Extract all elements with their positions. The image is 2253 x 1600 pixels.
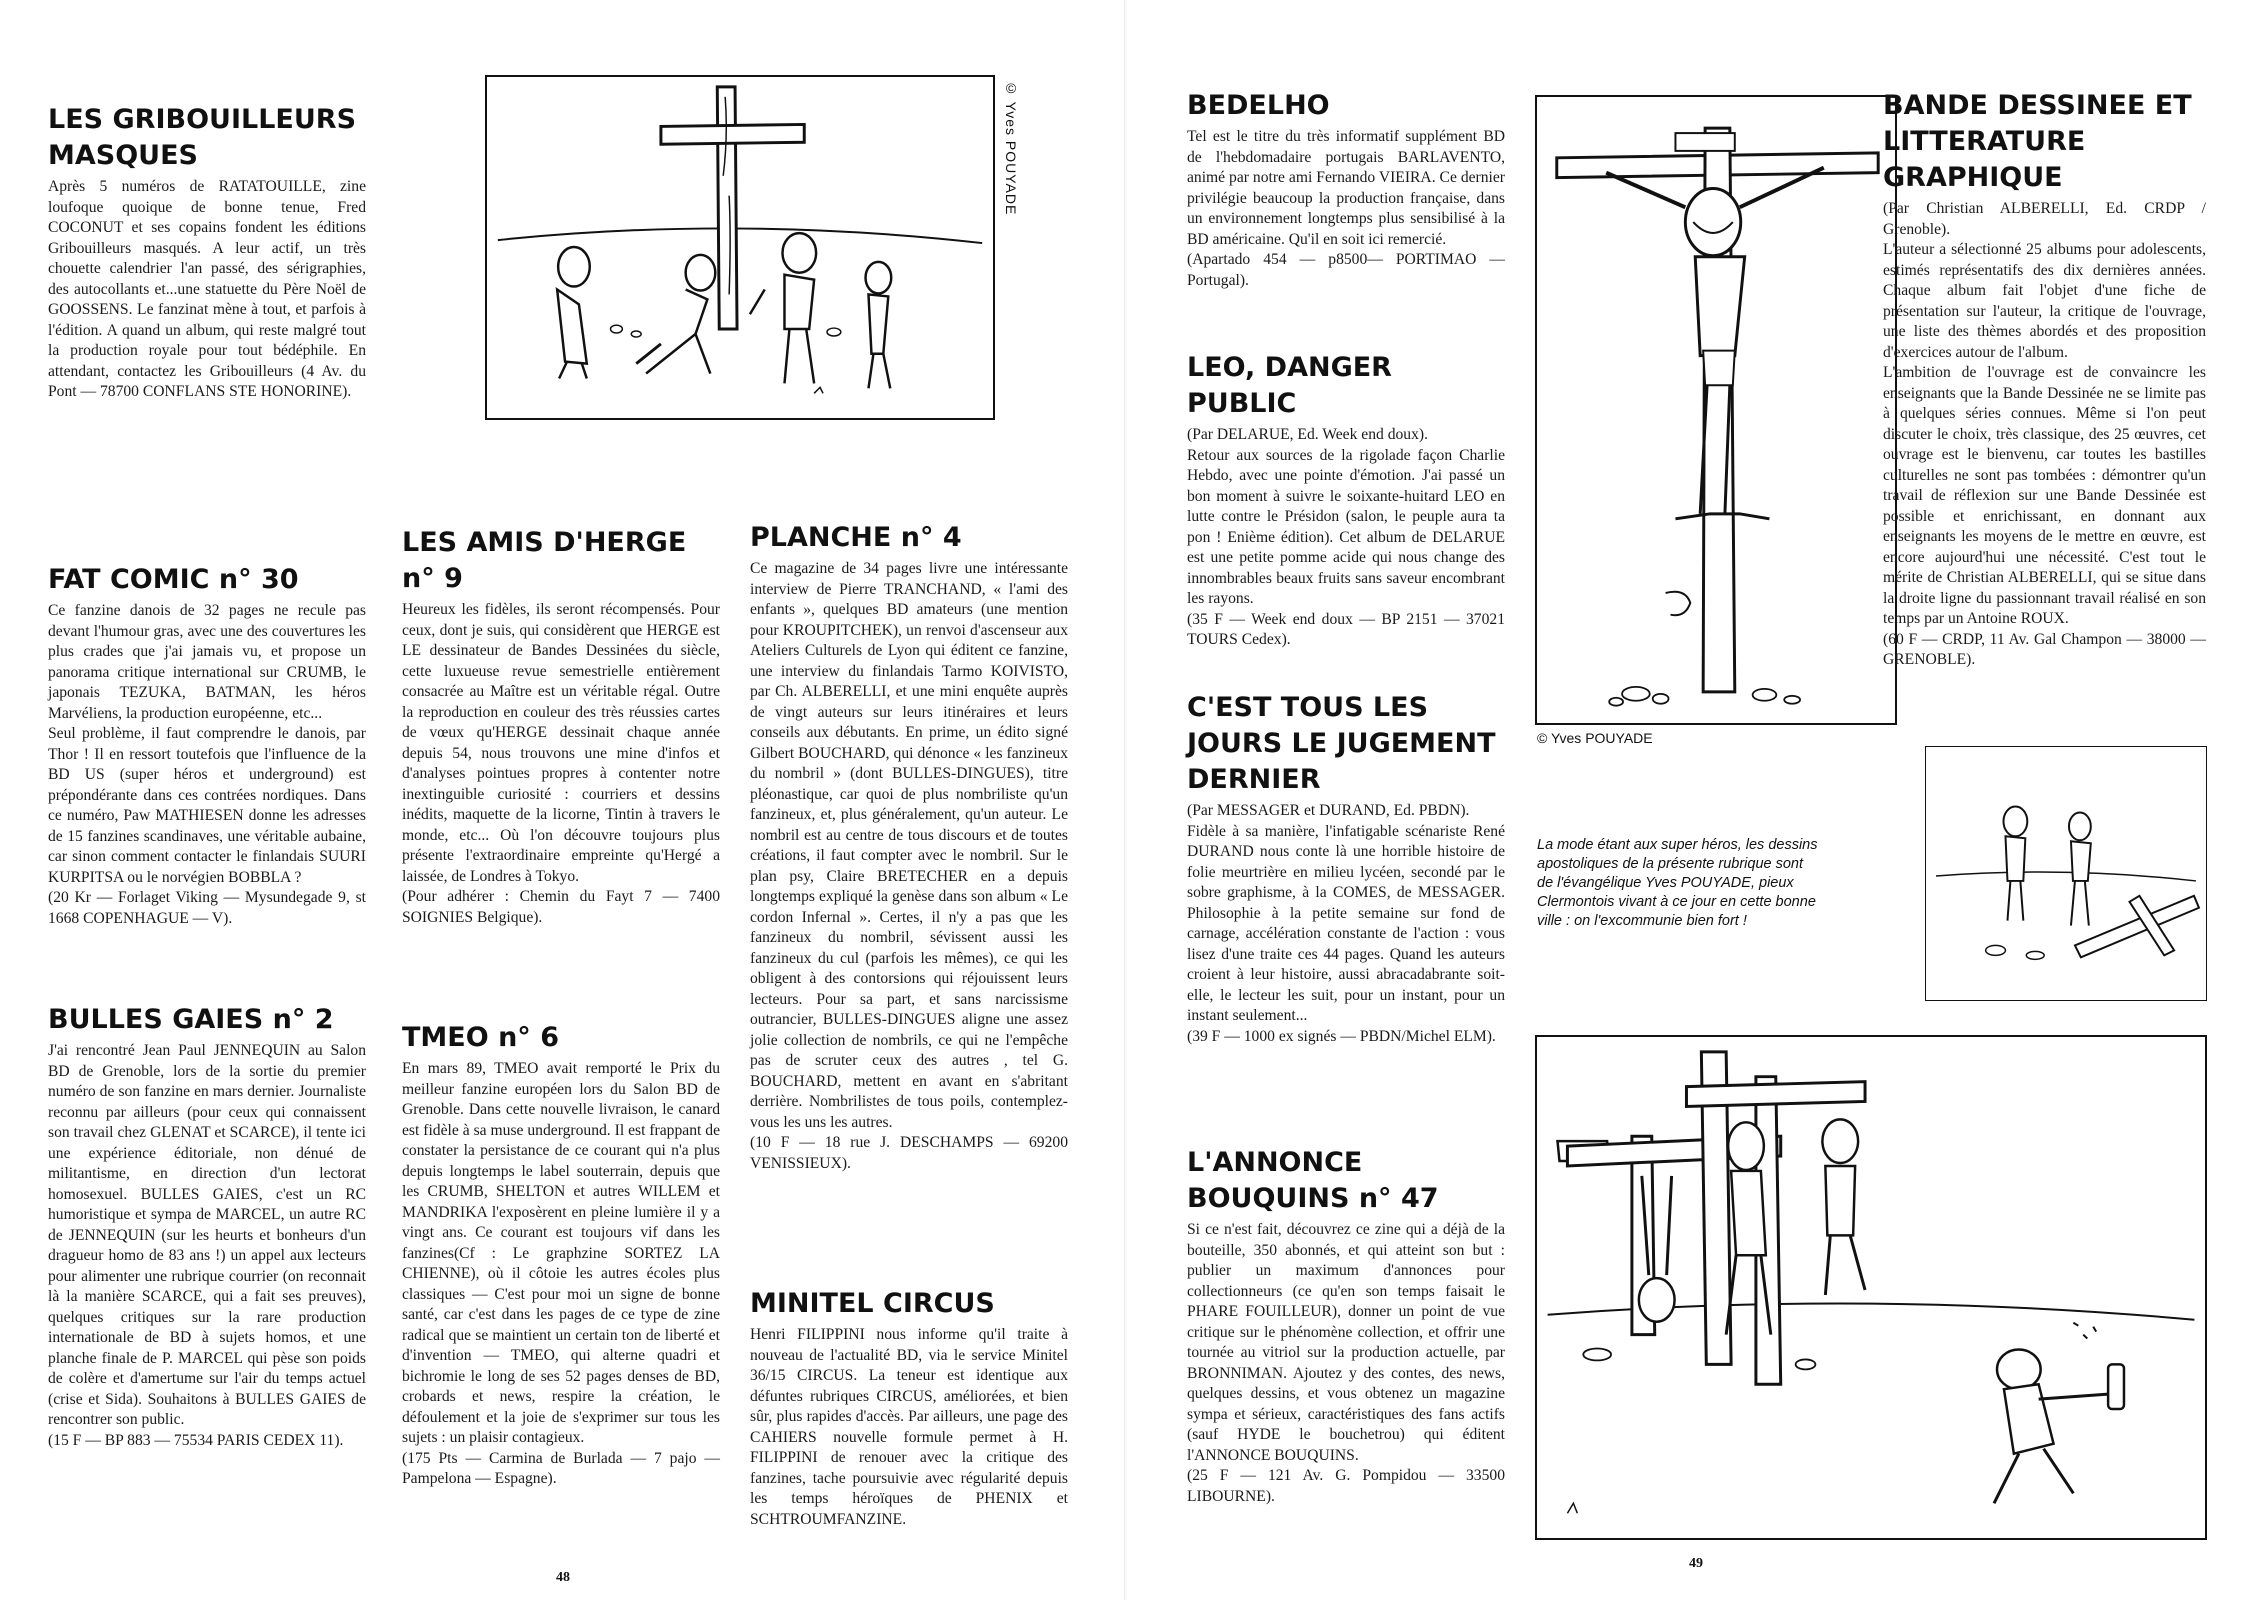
right-page xyxy=(1127,0,2253,1600)
article-bulles-gaies xyxy=(48,1002,366,1451)
illustration-cross-scene xyxy=(485,75,995,420)
article-source: (10 F — 18 rue J. DESCHAMPS — 69200 VENISSIEUX). xyxy=(750,1134,1068,1172)
article-gribouilleurs xyxy=(48,102,366,403)
cartoon-fallen-cross xyxy=(1926,747,2206,1000)
article-text: Ce fanzine danois de 32 pages ne recule pas devant l'humour gras, avec une des couvertures les plus crades que j'ai jamais vu, et propose un panorama critique international sur CRUMB, le japonais TEZUKA, BATMAN, les héros Marvéliens, la production européenne, etc... xyxy=(48,602,366,722)
article-title: BULLES GAIES n° 2 xyxy=(48,1004,334,1035)
photo-credit-vertical: © Yves POUYADE xyxy=(1003,80,1019,216)
article-intro: (Par MESSAGER et DURAND, Ed. PBDN). xyxy=(1187,802,1470,819)
article-body xyxy=(1187,127,1505,291)
article-title: FAT COMIC n° 30 xyxy=(48,564,299,595)
cartoon-crucifixion-scene xyxy=(487,77,993,418)
article-source: (35 F — Week end doux — BP 2151 — 37021 TOURS Cedex). xyxy=(1187,610,1505,648)
article-leo xyxy=(1187,350,1505,651)
cartoon-crucified-figure xyxy=(1537,97,1895,723)
article-text: Fidèle à sa manière, l'infatigable scénariste René DURAND nous conte là une horrible histoire de folie meurtrière en milieu lycéen, secondé par le sobre graphisme, à la COMES, de MESSAGER. Philosophie à la petite semaine sur fond de carnage, accélération constante de l'action : vous lisez d'une traite ces 44 pages. Quand les auteurs croient à leur histoire, aussi abracadabrante soit-elle, le lecteur les suit, pour un instant, pour un instant seulement... xyxy=(1187,822,1505,1024)
article-body xyxy=(1187,801,1505,1047)
page-number-left: 48 xyxy=(556,1570,570,1585)
article-amis-herge xyxy=(402,525,720,928)
article-fat-comic xyxy=(48,562,366,929)
article-intro: (Par Christian ALBERELLI, Ed. CRDP / Grenoble). xyxy=(1883,200,2206,238)
article-text: Retour aux sources de la rigolade façon Charlie Hebdo, avec une pointe d'émotion. J'ai passé un bon moment à suivre le soixante-huitard LEO en lutte contre le Présidon (salon, le peuple aura ta pon ! Enième édition). Cet album de DELARUE est une petite pomme acide qui nous change des innombrables beaux fruits sans saveur encombrant les rayons. xyxy=(1187,446,1505,607)
article-text-2: Seul problème, il faut comprendre le danois, par Thor ! Il en ressort toutefois que l'influence de la BD US (super héros et underground) est prépondérante dans ces contrées nordiques. Dans ce numéro, Paw MATHIESEN donne les adresses de 15 fanzines scandinaves, une véritable aubaine, car sinon comment contacter le finlandais SUURI KURPITSA ou le norvégien BOBBLA ? xyxy=(48,725,366,886)
article-body xyxy=(402,600,720,928)
article-bedelho xyxy=(1187,88,1505,291)
article-source: (20 Kr — Forlaget Viking — Mysundegade 9, st 1668 COPENHAGUE — V). xyxy=(48,889,366,927)
article-title: MINITEL CIRCUS xyxy=(750,1288,995,1319)
article-source: (Apartado 454 — p8500— PORTIMAO — Portugal). xyxy=(1187,251,1505,289)
article-title: C'EST TOUS LES JOURS LE JUGEMENT DERNIER xyxy=(1187,692,1496,795)
article-body xyxy=(48,1041,366,1451)
article-title: PLANCHE n° 4 xyxy=(750,522,962,553)
article-text: En mars 89, TMEO avait remporté le Prix du meilleur fanzine européen lors du Salon BD de Grenoble. Dans cette nouvelle livraison, le canard est fidèle à sa muse underground. Il est frappant de constater la persistance de ce courant qui n'a plus depuis longtemps le label souterrain, depuis que les CRUMB, SHELTON et autres WILLEM et MANDRIKA l'exposèrent en pleine lumière il y a vingt ans. Ce courant est toujours vif dans les fanzines(Cf : Le graphzine SORTEZ LA CHIENNE), où il côtoie les autres écoles plus classiques — C'est pour moi un signe de bonne santé, car c'est dans les pages de ce type de zine radical que se maintient un certain ton de liberté et d'invention — TMEO, qui alterne quadri et bichromie le long de ses 52 pages denses de BD, crobards et news, respire la création, le défoulement et la joie de s'exprimer sur tous les sujets : un plaisir contagieux. xyxy=(402,1060,720,1446)
article-title: BEDELHO xyxy=(1187,90,1330,121)
illustration-three-crosses xyxy=(1535,1035,2207,1540)
left-page xyxy=(0,0,1126,1600)
article-title: L'ANNONCE BOUQUINS n° 47 xyxy=(1187,1147,1439,1214)
article-source: (39 F — 1000 ex signés — PBDN/Michel ELM). xyxy=(1187,1027,1496,1045)
article-text: Si ce n'est fait, découvrez ce zine qui a déjà de la bouteille, 350 abonnés, et qui atteint son but : publier un maximum d'annonces pour collectionneurs (ce qu'en son temps faisait le PHARE FOUILLEUR), donner un point de vue critique sur le phénomène collection, et offrir une tournée au vitriol sur la production actuelle, par BRONNIMAN. Ajoutez y des contes, des news, quelques dessins, et vous obtenez un magazine sympa et sérieux, caractéristiques des fans actifs (sauf HYDE le bouchetrou) qui éditent l'ANNONCE BOUQUINS. xyxy=(1187,1221,1505,1464)
article-body xyxy=(750,1325,1068,1530)
article-tmeo xyxy=(402,1020,720,1490)
photo-credit: © Yves POUYADE xyxy=(1537,730,1653,746)
article-body xyxy=(750,559,1068,1174)
article-title: TMEO n° 6 xyxy=(402,1022,559,1053)
article-body xyxy=(48,601,366,929)
article-text: Ce magazine de 34 pages livre une intéressante interview de Pierre TRANCHAND, « l'ami des enfants », quelques BD amateurs (une mention pour KROUPITCHEK), un renvoi d'ascenseur aux Ateliers Culturels de Lyon qui éditent ce fanzine, une interview du finlandais Tarmo KOIVISTO, par Ch. ALBERELLI, et une mini enquête auprès de vingt auteurs sur leurs itinéraires et leurs conseils aux débutants. En prime, un édito signé Gilbert BOUCHARD, qui dénonce « les fanzineux du nombril » (dont BULLES-DINGUES), titre pléonastique, car quoi de plus nombriliste qu'un fanzineux, et, plus généralement, qu'un auteur. Le nombril est au centre de tous discours et de toutes créations, il faut compter avec le nombril. Sur le plan psy, Claire BRETECHER en a depuis longtemps expliqué la genèse dans son album « Le cordon Infernal ». Certes, il n'y a pas que les fanzineux du nombril, sévissent aussi les fanzineux du cul (parfois les mêmes), ce qui les obligent à des contorsions qui réjouissent leurs lecteurs. Pour sa part, et sans narcissisme outrancier, BULLES-DINGUES aligne une assez jolie collection de nombrils, ce qui ne l'empêche pas de scruter ceux des autres , tel G. BOUCHARD, mettent en avant en s'abritant derrière. Nombrilistes de tous poils, contemplez-vous les uns les autres. xyxy=(750,560,1068,1131)
article-source: (175 Pts — Carmina de Burlada — 7 pajo — Pampelona — Espagne). xyxy=(402,1449,720,1487)
article-source: (15 F — BP 883 — 75534 PARIS CEDEX 11). xyxy=(48,1431,344,1449)
illustration-crucified-figure xyxy=(1535,95,1897,725)
article-text-2: L'ambition de l'ouvrage est de convaincre les enseignants que la Bande Dessinée ne se limite pas à quelques séries connues. Même si l'on peut discuter le choix, très classique, des 25 œuvres, cet ouvrage est le bienvenu, car toutes les bastilles culturelles ne sont pas tombées : démontrer qu'un travail de réflexion sur une Bande Dessinée est possible et enrichissant, en donnant aux enseignants les moyens de le mettre en œuvre, est encore aujourd'hui une nécessité. C'est tout le mérite de Christian ALBERELLI, qui se situe dans la droite ligne du passionnant travail réalisé en son temps par un Antoine ROUX. xyxy=(1883,364,2206,627)
illustration-fallen-cross xyxy=(1925,746,2207,1001)
article-body xyxy=(1187,425,1505,651)
article-title: LEO, DANGER PUBLIC xyxy=(1187,352,1392,419)
article-source: (60 F — CRDP, 11 Av. Gal Champon — 38000 — GRENOBLE). xyxy=(1883,630,2206,668)
article-text: Heureux les fidèles, ils seront récompensés. Pour ceux, dont je suis, qui considèrent que HERGE est LE dessinateur de Bandes Dessinées du siècle, cette luxueuse revue semestrielle entièrement consacrée au Maître est un véritable régal. Outre la reproduction en couleur des très réussies cartes de vœux qu'HERGE dessinait chaque année depuis 54, nous trouvons une mine d'infos et d'analyses pointues propres à contenter notre inextinguible curiosité : courriers et dessins inédits, maquette de la licorne, Tintin à travers le monde, etc... Où l'on découvre toujours plus présente l'extraordinaire empreinte qu'Hergé a laissée, de Londres à Tokyo. xyxy=(402,601,720,885)
article-bande-dessinee xyxy=(1883,88,2206,671)
cartoon-three-crosses xyxy=(1537,1037,2205,1538)
article-jugement xyxy=(1187,690,1505,1047)
page-number-right: 49 xyxy=(1689,1556,1703,1571)
illustration-caption: La mode étant aux super héros, les dessins apostoliques de la présente rubrique sont de l'évangélique Yves POUYADE, pieux Clermontois vivant à ce jour en cette bonne ville : on l'excommunie bien fort ! xyxy=(1537,837,1818,929)
article-text: Henri FILIPPINI nous informe qu'il traite à nouveau de l'actualité BD, via le service Minitel 36/15 CIRCUS. La teneur est identique aux défuntes rubriques CIRCUS, améliorées, et bien sûr, plus rapides d'accès. Par ailleurs, une page des CAHIERS nouvelle formule permet à H. FILIPPINI de renouer avec la critique des fanzines, tache poursuivie avec régularité depuis les temps héroïques de PHENIX et SCHTROUMFANZINE. xyxy=(750,1326,1068,1528)
article-source: (Pour adhérer : Chemin du Fayt 7 — 7400 SOIGNIES Belgique). xyxy=(402,888,720,926)
article-body xyxy=(1187,1220,1505,1507)
article-title: LES GRIBOUILLEURS MASQUES xyxy=(48,104,357,171)
article-title: LES AMIS D'HERGE n° 9 xyxy=(402,527,687,594)
article-text: J'ai rencontré Jean Paul JENNEQUIN au Salon BD de Grenoble, lors de la sortie du premier numéro de son fanzine en mars dernier. Journaliste reconnu par ailleurs (pour ceux qui connaissent son travail chez GLENAT et SCARCE), il tente ici une expérience éditoriale, non dénué de militantisme, en direction d'un lectorat homosexuel. BULLES GAIES, c'est un RC humoristique et sympa de MARCEL, un autre RC de JENNEQUIN (sur les heurts et bonheurs d'un dragueur homo de 83 ans !) un appel aux lecteurs pour alimenter une rubrique courrier (on reconnait là la manière SCARCE, qui a fait ses preuves), quelques critiques sur la rare production internationale de BD à sujets homos, et une planche finale de P. MARCEL qui pèse son poids de colère et d'amertume sur l'air du temps actuel (crise et Sida). Souhaitons à BULLES GAIES de rencontrer son public. xyxy=(48,1042,366,1428)
article-annonce xyxy=(1187,1145,1505,1507)
article-title: BANDE DESSINEE ET LITTERATURE GRAPHIQUE xyxy=(1883,90,2192,193)
article-intro: (Par DELARUE, Ed. Week end doux). xyxy=(1187,426,1428,443)
article-planche xyxy=(750,520,1068,1174)
article-text: Tel est le titre du très informatif supplément BD de l'hebdomadaire portugais BARLAVENTO, animé par notre ami Fernando VIEIRA. Ce dernier privilégie beaucoup la production française, dans un environnement longtemps plus sensibilisé à la BD américaine. Qu'il en soit ici remercié. xyxy=(1187,128,1505,248)
article-text: L'auteur a sélectionné 25 albums pour adolescents, estimés représentatifs des dix dernières années. Chaque album fait l'objet d'une fiche de présentation sur l'auteur, la critique de l'ouvrage, une liste des thèmes abordés et des proposition d'exercices autour de l'album. xyxy=(1883,241,2206,361)
article-body xyxy=(1883,199,2206,671)
article-minitel xyxy=(750,1286,1068,1530)
article-body xyxy=(402,1059,720,1490)
article-source: (25 F — 121 Av. G. Pompidou — 33500 LIBOURNE). xyxy=(1187,1467,1505,1505)
article-body xyxy=(48,177,366,403)
article-text: Après 5 numéros de RATATOUILLE, zine loufoque quoique de bonne tenue, Fred COCONUT et ses copains fondent les éditions Gribouilleurs masqués. A leur actif, un très chouette calendrier l'an passé, des sérigraphies, des autocollants et...une statuette du Père Noël de GOOSSENS. Le fanzinat mène à tout, et parfois à l'édition. A quand un album, qui reste malgré tout la production royale pour tout bédéphile. En attendant, contactez les Gribouilleurs (4 Av. du Pont — 78700 CONFLANS STE HONORINE). xyxy=(48,178,366,400)
